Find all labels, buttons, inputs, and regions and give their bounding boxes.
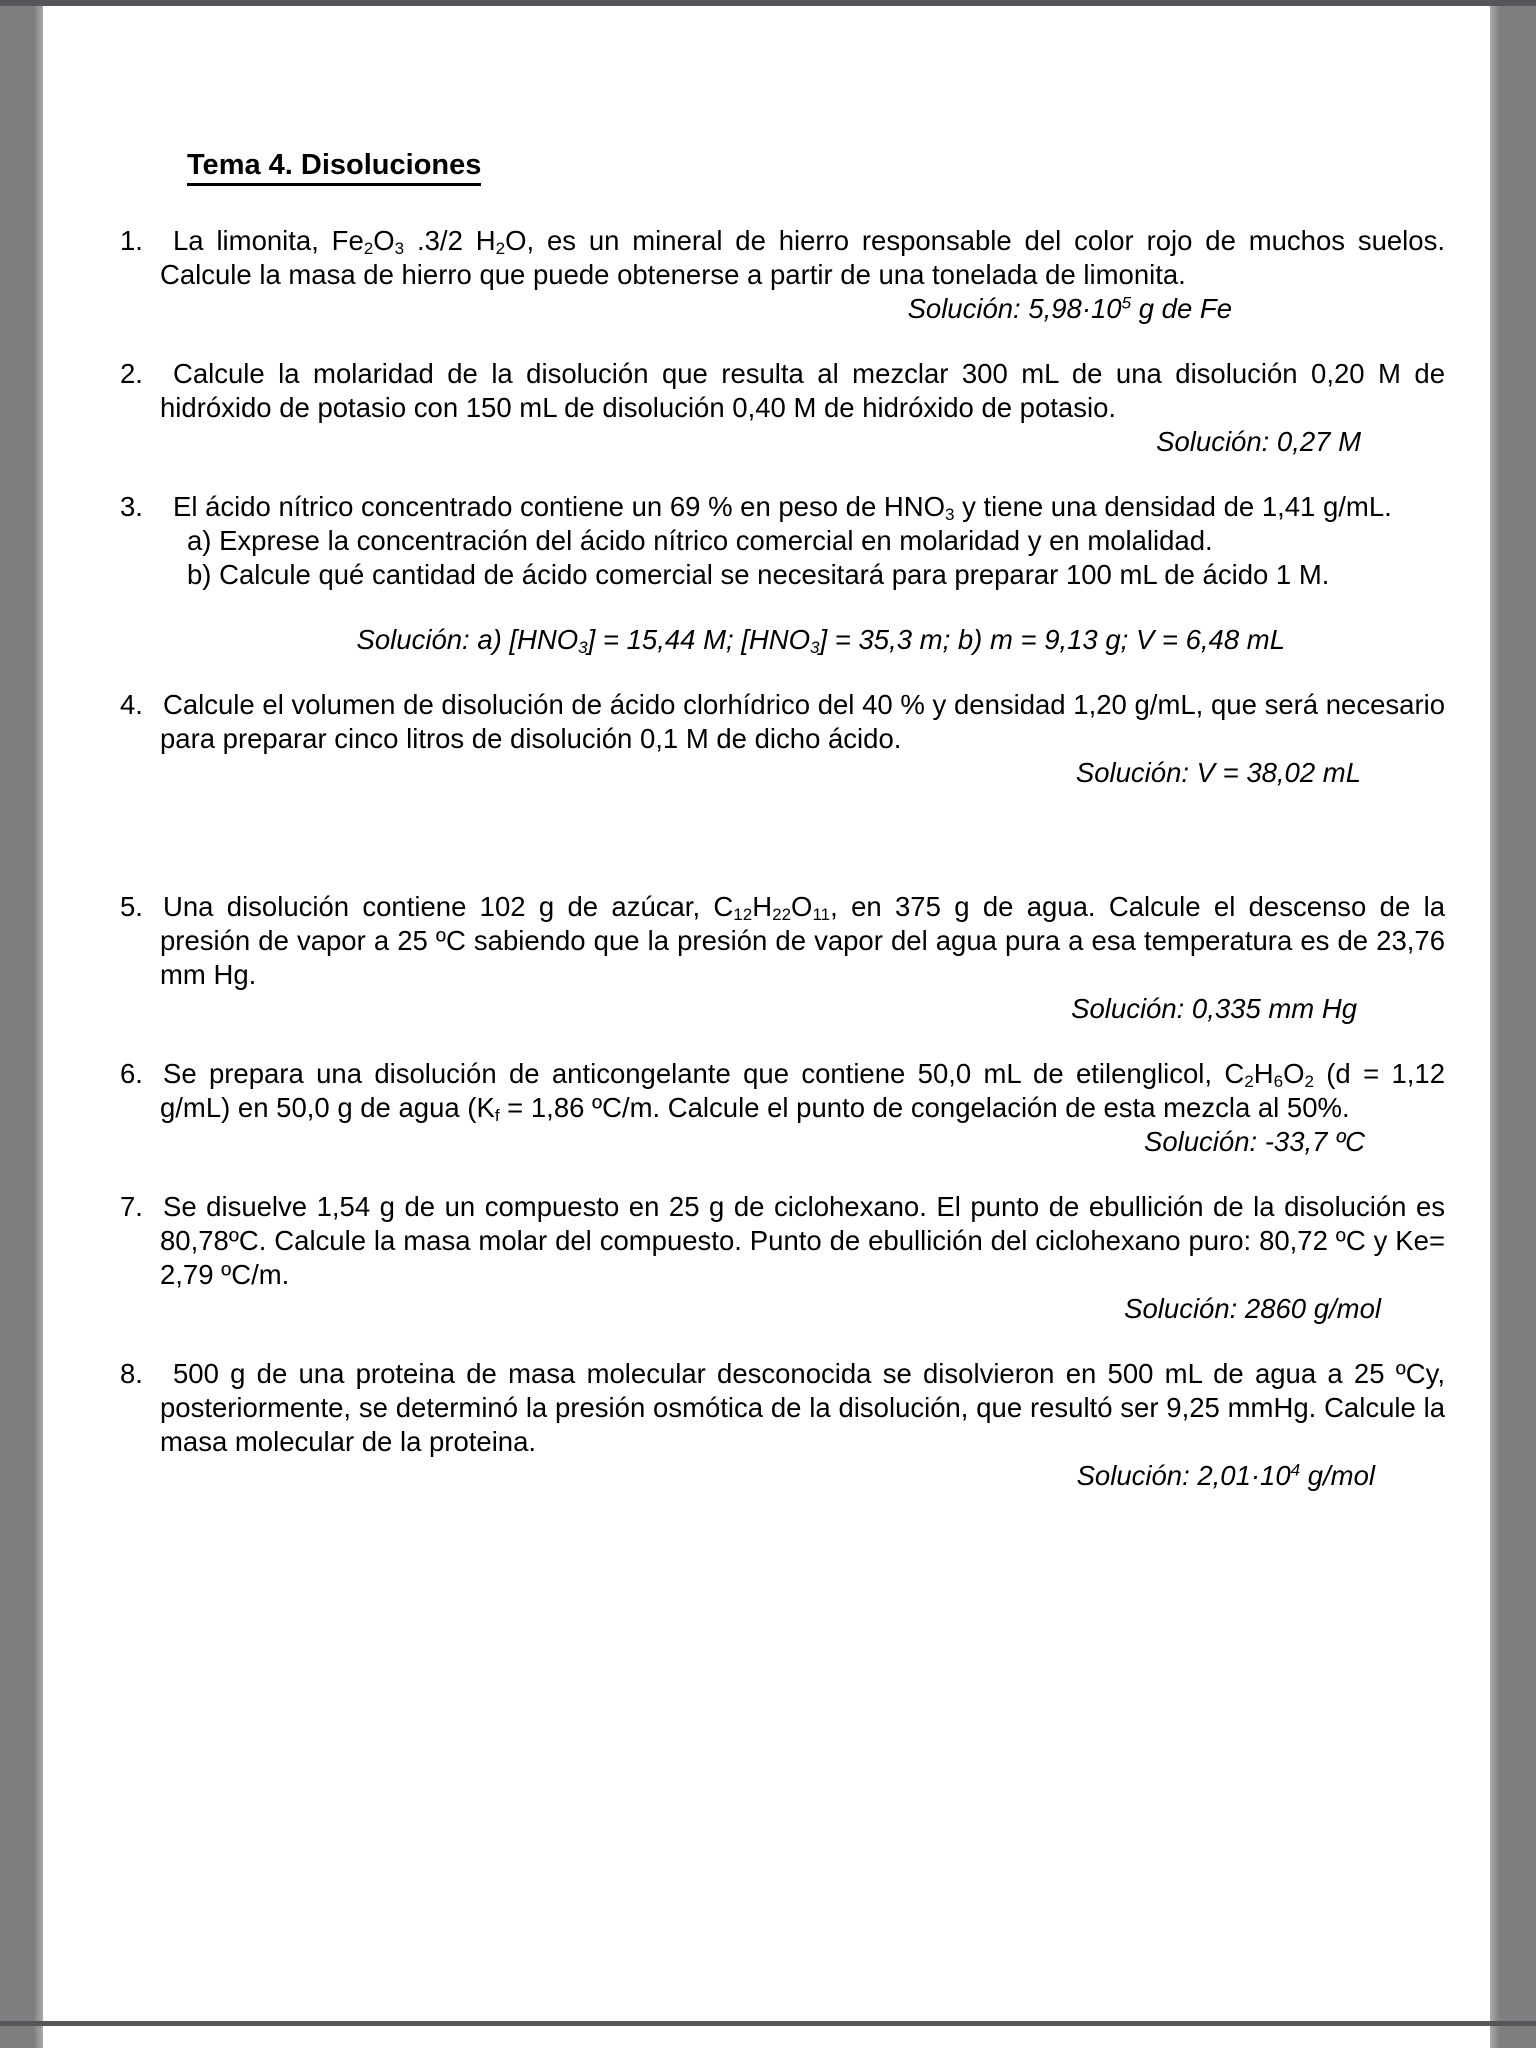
problem-5: [120, 890, 1445, 1026]
problem-7-solution: Solución: 2860 g/mol: [1124, 1293, 1381, 1324]
problem-2-text: Calcule la molaridad de la disolución que resulta al mezclar 300 mL de una disolución 0,20 M de hidróxido de potasio con 150 mL de disolución 0,40 M de hidróxido de potasio.: [160, 358, 1445, 423]
problem-1-text: La limonita, $Fe_2O_3$ .3/2 $H_2O$, es un mineral de hierro responsable del color rojo de muchos suelos. Calcule la masa de hierro que puede obtenerse a partir de una tonelada de limonita.: [160, 225, 1445, 290]
problem-4-solution: Solución: V = 38,02 mL: [1075, 757, 1361, 788]
problem-3-text: El ácido nítrico concentrado contiene un 69 % en peso de $HNO_3$ y tiene una densidad de 1,41 g/mL.: [173, 491, 1392, 524]
problem-7-number: 7.: [120, 1191, 143, 1222]
problem-1-number: 1.: [120, 225, 143, 256]
problem-3-number: 3.: [120, 491, 143, 522]
problem-7-text: Se disuelve 1,54 g de un compuesto en 25 g de ciclohexano. El punto de ebullición de la disolución es 80,78ºC. Calcule la masa molar del compuesto. Punto de ebullición del ciclohexano puro: 80,72 ºC y Ke= 2,79 ºC/m.: [160, 1191, 1445, 1290]
problem-6-number: 6.: [120, 1058, 143, 1089]
problem-1-solution: Solución: $5,98\cdot 10^5$ g de Fe: [907, 293, 1232, 324]
problem-6-text: Se prepara una disolución de anticongelante que contiene 50,0 mL de etilenglicol, $C_2H_6O_2$ (d = 1,12 g/mL) en 50,0 g de agua ($K_f = 1,86$ ºC/m. Calcule el punto de congelación de esta mezcla al 50%.: [160, 1058, 1445, 1125]
problem-6-solution: Solución: -33,7 ºC: [1144, 1126, 1365, 1157]
problem-8-number: 8.: [120, 1358, 143, 1389]
problem-2: [120, 357, 1445, 459]
problem-2-solution: Solución: 0,27 M: [1156, 426, 1361, 457]
problem-4-number: 4.: [120, 689, 143, 720]
right-margin-band: [1490, 0, 1536, 2048]
left-margin-band: [0, 0, 43, 2048]
problem-2-number: 2.: [120, 358, 143, 389]
problem-1: [120, 224, 1445, 326]
problem-3-solution: Solución: a) $[HNO_3] = 15,44$ M; $[HNO_3] = 35,3$ m; b) m = 9,13 g; V = 6,48 mL: [356, 624, 1285, 657]
problem-5-solution: Solución: 0,335 mm Hg: [1071, 993, 1357, 1024]
problem-8-solution: Solución: $2,01\cdot 10^4$ g/mol: [1076, 1460, 1375, 1491]
problem-7: [120, 1190, 1445, 1326]
problem-5-number: 5.: [120, 891, 143, 922]
problem-4: [120, 688, 1445, 790]
problem-5-text: Una disolución contiene 102 g de azúcar, $C_{12}H_{22}O_{11}$, en 375 g de agua. Calcule el descenso de la presión de vapor a 25 ºC sabiendo que la presión de vapor del agua pura a esa temperatura es de 23,76 mm Hg.: [160, 891, 1445, 990]
problem-3-subitem-a: a) Exprese la concentración del ácido nítrico comercial en molaridad y en molalidad.: [187, 525, 1213, 556]
problem-8: [120, 1357, 1445, 1493]
problem-6: [120, 1057, 1445, 1159]
document-page: [43, 0, 1490, 2048]
problem-3-subitem-b: b) Calcule qué cantidad de ácido comercial se necesitará para preparar 100 mL de ácido 1 M.: [187, 559, 1330, 590]
problem-4-text: Calcule el volumen de disolución de ácido clorhídrico del 40 % y densidad 1,20 g/mL, que será necesario para preparar cinco litros de disolución 0,1 M de dicho ácido.: [160, 689, 1445, 754]
problem-3: [120, 490, 1445, 657]
problem-8-text: 500 g de una proteina de masa molecular desconocida se disolvieron en 500 mL de agua a 25 ºCy, posteriormente, se determinó la presión osmótica de la disolución, que resultó ser 9,25 mmHg. Calcule la masa molecular de la proteina.: [160, 1358, 1445, 1457]
page-title: Tema 4. Disoluciones: [187, 148, 481, 186]
